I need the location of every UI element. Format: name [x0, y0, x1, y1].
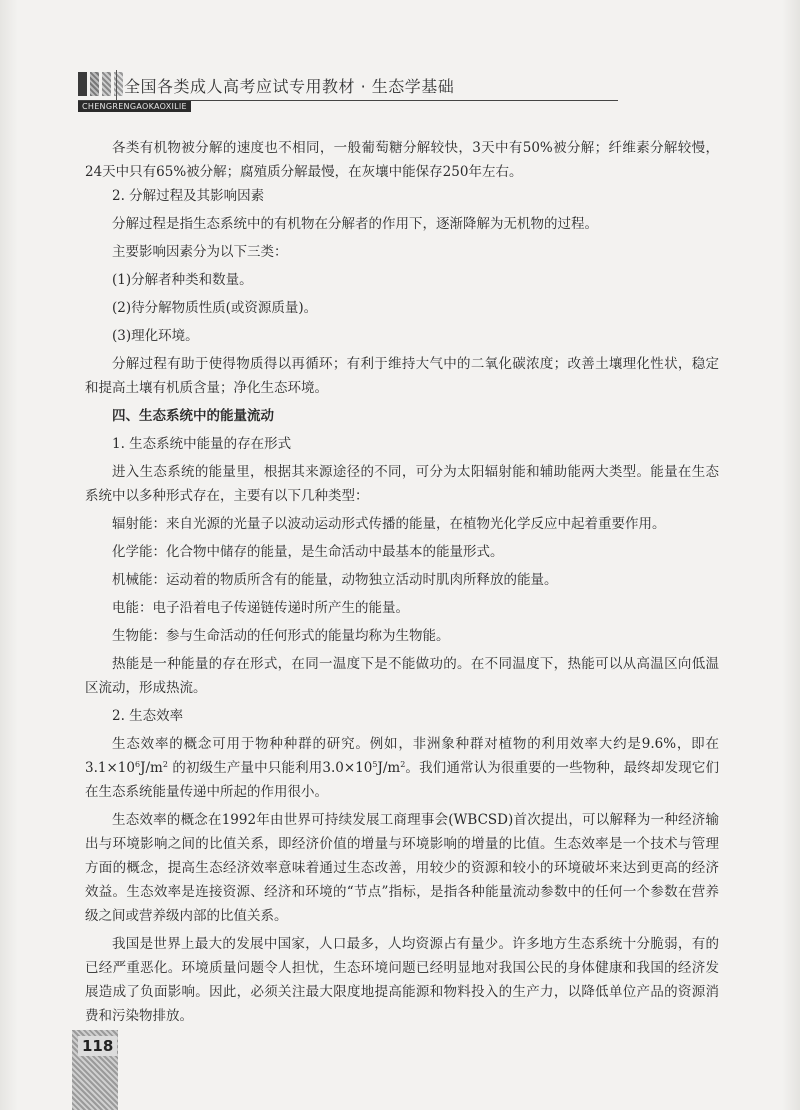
- efficiency-text-a: 生态效率的概念可用于物种种群的研究。例如，非洲象种群对植物的利用效率大约是9.6%，即在3.1×10: [85, 736, 719, 776]
- paragraph-energy-intro: 进入生态系统的能量里，根据其来源途径的不同，可分为太阳辐射能和辅助能两大类型。能量在生态系统中以多种形式存在，主要有以下几种类型：: [85, 464, 719, 504]
- list-item-factor-1: (1)分解者种类和数量。: [112, 272, 253, 288]
- section-heading-energy-flow: 四、生态系统中的能量流动: [112, 408, 274, 424]
- energy-bio: 生物能：参与生命活动的任何形式的能量均称为生物能。: [112, 628, 450, 644]
- subheading-ecological-efficiency: 2. 生态效率: [112, 708, 184, 724]
- header-series-label: CHENGRENGAOKAOXILIE: [78, 101, 191, 112]
- page-content: [85, 136, 719, 1028]
- energy-radiant: 辐射能：来自光源的光量子以波动运动形式传播的能量，在植物光化学反应中起着重要作用。: [112, 516, 666, 532]
- efficiency-exponent-2: 2: [162, 760, 168, 769]
- subheading-decomposition-process: 2. 分解过程及其影响因素: [112, 188, 265, 204]
- paragraph-wbcsd: 生态效率的概念在1992年由世界可持续发展工商理事会(WBCSD)首次提出，可以解释为一种经济输出与环境影响之间的比值关系，即经济价值的增量与环境影响的增量的比值。生态效率是一个技术与管理方面的概念，提高生态经济效率意味着通过生态改善，用较少的资源和较小的环境破坏来达到更高的经济效益。生态效率是连接资源、经济和环境的“节点”指标，是指各种能量流动参数中的任何一个参数在营养级之间或营养级内部的比值关系。: [85, 812, 719, 924]
- efficiency-text-c: 的初级生产量中只能利用3.0×10: [167, 760, 373, 776]
- efficiency-exponent-1: 6: [134, 760, 141, 769]
- energy-electric: 电能：电子沿着电子传递链传递时所产生的能量。: [112, 600, 409, 616]
- energy-chemical: 化学能：化合物中储存的能量，是生命活动中最基本的能量形式。: [112, 544, 504, 560]
- paragraph-efficiency-example: [85, 732, 719, 804]
- energy-mechanical: 机械能：运动着的物质所含有的能量，动物独立活动时肌肉所释放的能量。: [112, 572, 558, 588]
- page-number: 118: [78, 1036, 117, 1056]
- efficiency-unit-1: J/m: [140, 760, 163, 776]
- paragraph-decomposition-benefit: 分解过程有助于使得物质得以再循环；有利于维持大气中的二氧化碳浓度；改善土壤理化性状，稳定和提高土壤有机质含量；净化生态环境。: [85, 356, 719, 396]
- efficiency-exponent-3: 5: [372, 760, 378, 769]
- paragraph-china: 我国是世界上最大的发展中国家，人口最多，人均资源占有量少。许多地方生态系统十分脆弱，有的已经严重恶化。环境质量问题令人担忧，生态环境问题已经明显地对我国公民的身体健康和我国的经济发展造成了负面影响。因此，必须关注最大限度地提高能源和物料投入的生产力，以降低单位产品的资源消费和污染物排放。: [85, 936, 719, 1024]
- efficiency-unit-2: J/m: [377, 760, 401, 776]
- subheading-energy-forms: 1. 生态系统中能量的存在形式: [112, 436, 292, 452]
- paragraph-decomposition-rate: 各类有机物被分解的速度也不相同，一般葡萄糖分解较快，3天中有50%被分解；纤维素分解较慢，24天中只有65%被分解；腐殖质分解最慢，在灰壤中能保存250年左右。: [85, 140, 719, 180]
- paragraph-factors-intro: 主要影响因素分为以下三类：: [112, 244, 288, 260]
- list-item-factor-2: (2)待分解物质性质(或资源质量)。: [112, 300, 318, 316]
- paragraph-decomposition-definition: 分解过程是指生态系统中的有机物在分解者的作用下，逐渐降解为无机物的过程。: [112, 216, 598, 232]
- header-divider: [116, 70, 117, 100]
- efficiency-exponent-4: 2: [400, 760, 406, 769]
- efficiency-text-e: 。我们通常认为很重要的一些物种，最终却发现它们在生态系统能量传递中所起的作用很小。: [85, 760, 719, 800]
- list-item-factor-3: (3)理化环境。: [112, 328, 199, 344]
- running-header-title: 全国各类成人高考应试专用教材 · 生态学基础: [124, 77, 455, 96]
- energy-heat: 热能是一种能量的存在形式，在同一温度下是不能做功的。在不同温度下，热能可以从高温区向低温区流动，形成热流。: [85, 656, 719, 696]
